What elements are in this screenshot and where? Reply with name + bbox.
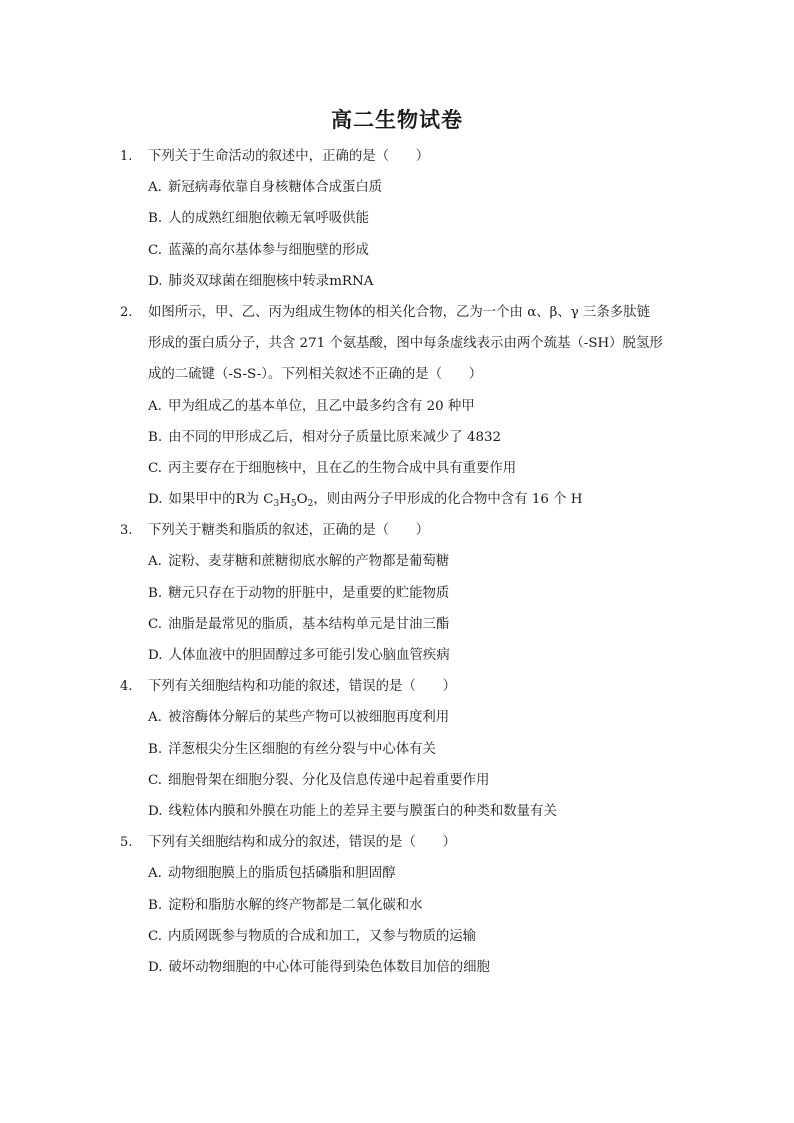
option-a	[120, 702, 690, 733]
subscript: 3	[273, 499, 280, 510]
option-b	[120, 734, 690, 765]
option-text: 淀粉、麦芽糖和蔗糖彻底水解的产物都是葡萄糖	[167, 554, 450, 570]
option-text: 线粒体内膜和外膜在功能上的差异主要与膜蛋白的种类和数量有关	[168, 803, 557, 819]
question-1	[120, 141, 690, 297]
option-label: A.	[148, 866, 162, 882]
option-label: B.	[148, 741, 163, 757]
option-text: 细胞骨架在细胞分裂、分化及信息传递中起着重要作用	[168, 772, 490, 788]
option-label: A.	[148, 554, 162, 570]
option-label: A.	[148, 398, 162, 414]
question-stem-line	[120, 328, 690, 359]
option-text: 新冠病毒依靠自身核糖体合成蛋白质	[167, 180, 383, 196]
option-text: 肺炎双球菌在细胞核中转录mRNA	[168, 273, 374, 289]
question-stem-line	[120, 359, 690, 390]
option-d	[120, 266, 690, 297]
option-a	[120, 546, 690, 577]
option-label: B.	[148, 211, 163, 227]
question-stem: 下列关于糖类和脂质的叙述，正确的是（ ）	[148, 523, 430, 539]
option-text: 蓝藻的高尔基体参与细胞壁的形成	[168, 242, 369, 258]
option-label: D.	[148, 959, 163, 975]
option-text: 油脂是最常见的脂质，基本结构单元是甘油三酯	[168, 616, 450, 632]
option-text: 糖元只存在于动物的肝脏中，是重要的贮能物质	[168, 585, 450, 601]
option-label: C.	[148, 242, 163, 258]
option-text: 淀粉和脂肪水解的终产物都是二氧化碳和水	[168, 897, 423, 913]
option-text: 由不同的甲形成乙后，相对分子质量比原来减少了 4832	[168, 429, 502, 445]
option-b	[120, 578, 690, 609]
option-a	[120, 858, 690, 889]
option-d	[120, 796, 690, 827]
option-label: A.	[148, 180, 162, 196]
option-text: 洋葱根尖分生区细胞的有丝分裂与中心体有关	[168, 741, 436, 757]
question-stem-line	[120, 515, 690, 546]
option-text: 人的成熟红细胞依赖无氧呼吸供能	[168, 211, 369, 227]
option-text: 甲为组成乙的基本单位，且乙中最多约含有 20 种甲	[167, 398, 475, 414]
option-b	[120, 890, 690, 921]
question-stem-line	[120, 671, 690, 702]
option-text-post: ，则由两分子甲形成的化合物中含有 16 个 H	[313, 492, 583, 508]
option-label: C.	[148, 460, 163, 476]
option-text-pre: 如果甲中的R为 C	[168, 492, 274, 508]
subscript: 2	[307, 499, 314, 510]
question-stem: 下列有关细胞结构和成分的叙述，错误的是（ ）	[148, 835, 456, 851]
question-stem: 下列关于生命活动的叙述中，正确的是（ ）	[148, 149, 430, 164]
option-label: A.	[148, 710, 162, 726]
option-a	[120, 391, 690, 422]
option-label: B.	[148, 585, 163, 601]
question-stem-line	[120, 827, 690, 858]
option-label: C.	[148, 772, 163, 788]
option-c	[120, 235, 690, 266]
option-text: 被溶酶体分解后的某些产物可以被细胞再度利用	[167, 710, 450, 726]
option-text: 内质网既参与物质的合成和加工，又参与物质的运输	[168, 928, 477, 944]
option-text: 人体血液中的胆固醇过多可能引发心脑血管疾病	[168, 648, 450, 663]
formula-part: H	[279, 492, 291, 508]
question-4	[120, 671, 690, 827]
question-number: 3.	[120, 523, 133, 539]
question-stem: 形成的蛋白质分子，共含 271 个氨基酸，图中每条虚线表示由两个巯基（-SH）脱氢形	[148, 336, 663, 352]
option-c	[120, 765, 690, 796]
question-number: 2.	[120, 304, 133, 320]
question-number: 1.	[120, 149, 133, 164]
question-number: 5.	[120, 835, 133, 851]
question-stem-line	[120, 141, 690, 172]
question-stem: 成的二硫键（-S-S-）。下列相关叙述不正确的是（ ）	[148, 367, 483, 383]
option-d	[120, 640, 690, 671]
option-label: B.	[148, 429, 163, 445]
option-c	[120, 609, 690, 640]
page-title: 高二生物试卷	[331, 107, 463, 132]
option-label: D.	[148, 273, 163, 289]
option-c	[120, 453, 690, 484]
option-text: 破坏动物细胞的中心体可能得到染色体数目加倍的细胞	[168, 959, 490, 975]
question-2	[120, 297, 690, 515]
option-a	[120, 172, 690, 203]
option-label: C.	[148, 928, 163, 944]
option-b	[120, 422, 690, 453]
option-text: 动物细胞膜上的脂质包括磷脂和胆固醇	[167, 866, 396, 882]
option-d	[120, 952, 690, 983]
option-b	[120, 203, 690, 234]
formula-part: O	[296, 492, 308, 508]
option-c	[120, 921, 690, 952]
question-stem: 如图所示，甲、乙、丙为组成生物体的相关化合物，乙为一个由 α、β、γ 三条多肽链	[148, 304, 650, 320]
question-list	[120, 141, 690, 983]
question-stem: 下列有关细胞结构和功能的叙述，错误的是（ ）	[148, 679, 456, 695]
question-3	[120, 515, 690, 671]
option-text: 丙主要存在于细胞核中，且在乙的生物合成中具有重要作用	[168, 460, 517, 476]
option-label: D.	[148, 803, 163, 819]
option-d	[120, 484, 690, 515]
subscript: 5	[290, 499, 297, 510]
option-label: D.	[148, 648, 163, 663]
question-5	[120, 827, 690, 983]
question-number: 4.	[120, 679, 133, 695]
option-label: D.	[148, 492, 163, 508]
option-label: C.	[148, 616, 163, 632]
option-label: B.	[148, 897, 163, 913]
question-stem-line	[120, 297, 690, 328]
